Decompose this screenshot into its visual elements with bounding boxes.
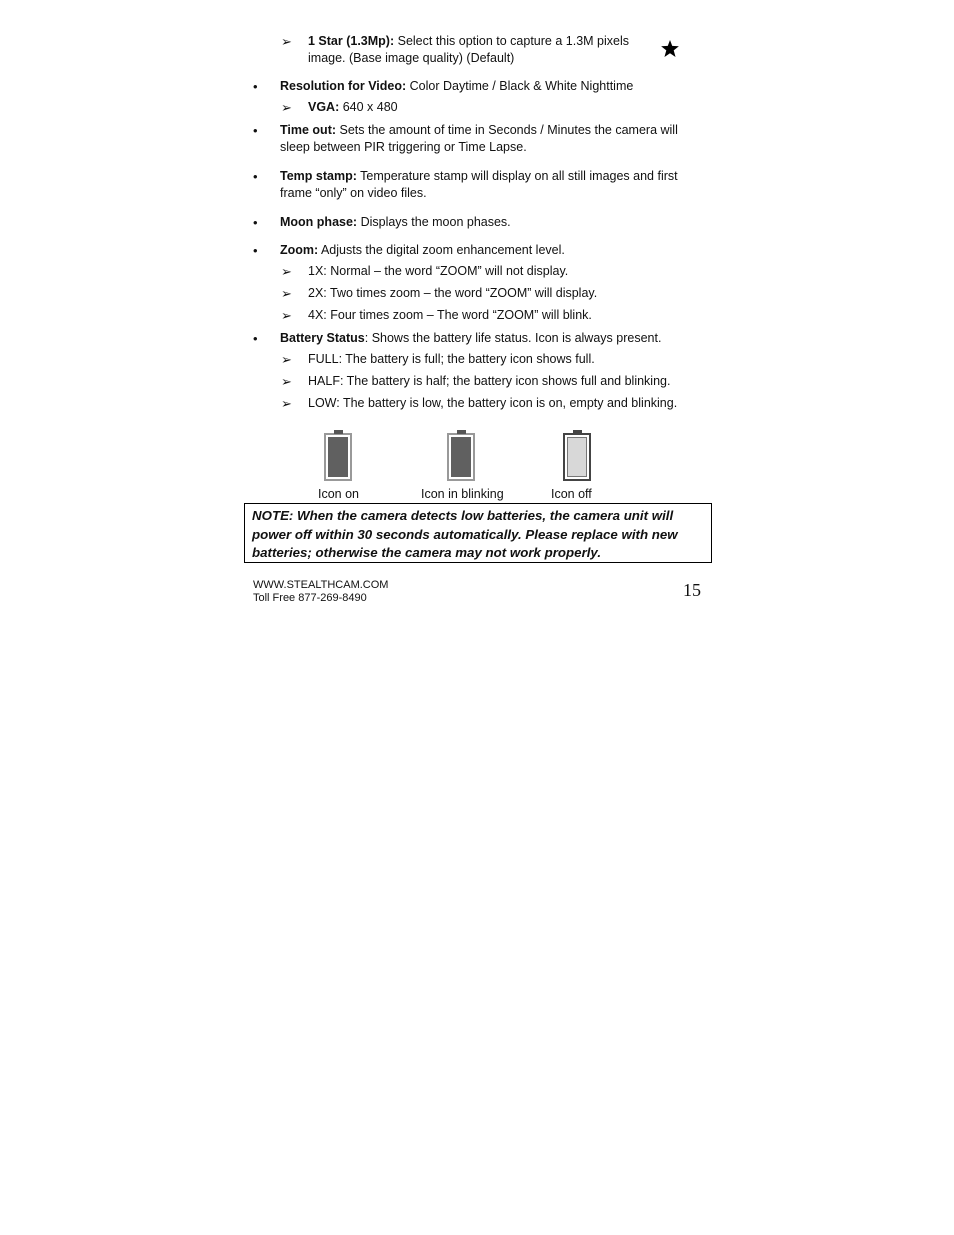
star-icon [661,40,679,57]
star-option-line1: 1 Star (1.3Mp): Select this option to capture a 1.3M pixels [308,34,629,48]
resolution-video-item: Resolution for Video: Color Daytime / Black & White Nighttime [280,79,634,93]
note-box: NOTE: When the camera detects low batteries, the camera unit will power off within 30 seconds automatically. Please replace with new batteries; otherwise the camera may not work properly. [244,503,712,563]
time-out-line2: sleep between PIR triggering or Time Lapse. [280,140,527,154]
battery-blinking-icon [447,433,475,481]
bullet-dot: • [253,215,258,230]
zoom-4x-item: 4X: Four times zoom – The word “ZOOM” will blink. [308,308,592,322]
arrow-bullet: ➢ [281,100,292,115]
bullet-dot: • [253,123,258,138]
bullet-dot: • [253,331,258,346]
arrow-bullet: ➢ [281,286,292,301]
arrow-bullet: ➢ [281,352,292,367]
battery-half-item: HALF: The battery is half; the battery icon shows full and blinking. [308,374,671,388]
temp-stamp-line1: Temp stamp: Temperature stamp will display on all still images and first [280,169,678,183]
moon-phase-item: Moon phase: Displays the moon phases. [280,215,511,229]
arrow-bullet: ➢ [281,34,292,49]
battery-off-icon [563,433,591,481]
bullet-dot: • [253,79,258,94]
arrow-bullet: ➢ [281,308,292,323]
bullet-dot: • [253,243,258,258]
battery-low-item: LOW: The battery is low, the battery icon is on, empty and blinking. [308,396,678,410]
temp-stamp-line2: frame “only” on video files. [280,186,427,200]
battery-on-icon [324,433,352,481]
star-option-line2: image. (Base image quality) (Default) [308,51,515,65]
zoom-item: Zoom: Adjusts the digital zoom enhancement level. [280,243,565,257]
caption-icon-off: Icon off [551,487,592,501]
arrow-bullet: ➢ [281,264,292,279]
caption-icon-blinking: Icon in blinking [421,487,504,501]
footer-toll-free: Toll Free 877-269-8490 [253,592,367,604]
battery-full-item: FULL: The battery is full; the battery icon shows full. [308,352,595,366]
page-number: 15 [683,580,701,600]
arrow-bullet: ➢ [281,396,292,411]
vga-item: VGA: 640 x 480 [308,100,398,114]
bullet-dot: • [253,169,258,184]
arrow-bullet: ➢ [281,374,292,389]
time-out-line1: Time out: Sets the amount of time in Seconds / Minutes the camera will [280,123,678,137]
battery-status-item: Battery Status: Shows the battery life status. Icon is always present. [280,331,662,345]
caption-icon-on: Icon on [318,487,360,501]
footer-website: WWW.STEALTHCAM.COM [253,579,389,591]
zoom-1x-item: 1X: Normal – the word “ZOOM” will not display. [308,264,569,278]
zoom-2x-item: 2X: Two times zoom – the word “ZOOM” will display. [308,286,598,300]
